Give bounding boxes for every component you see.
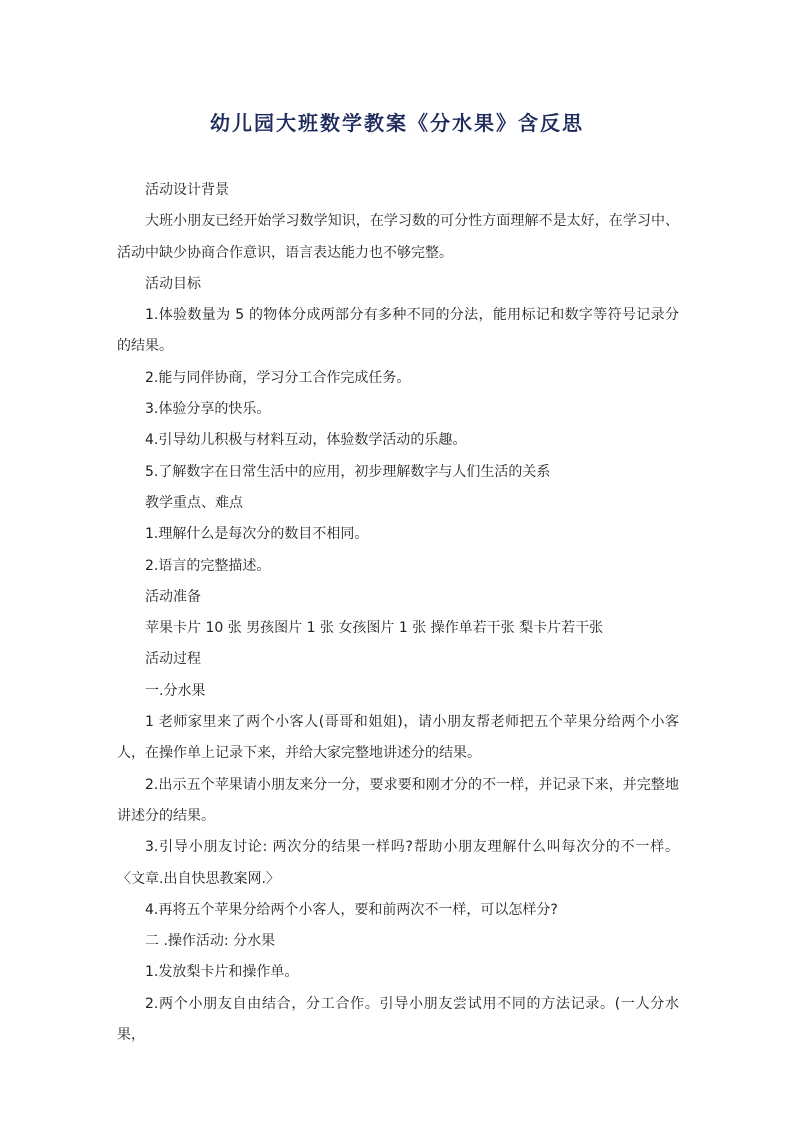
list-item: 1 老师家里来了两个小客人(哥哥和姐姐)，请小朋友帮老师把五个苹果分给两个小客人，在操作单上记录下来，并给大家完整地讲述分的结果。 <box>117 714 679 762</box>
list-item: 4.引导幼儿积极与材料互动，体验数学活动的乐趣。 <box>145 432 467 449</box>
section-heading: 活动准备 <box>145 588 201 605</box>
list-item: 2.语言的完整描述。 <box>145 557 271 574</box>
paragraph: 大班小朋友已经开始学习数学知识，在学习数的可分性方面理解不是太好，在学习中、活动中缺少协商合作意识，语言表达能力也不够完整。 <box>117 213 679 261</box>
list-item: 3.引导小朋友讨论: 两次分的结果一样吗?帮助小朋友理解什么叫每次分的不一样。 〈文章.出自快思教案网.〉 <box>117 839 679 887</box>
list-item: 3.体验分享的快乐。 <box>145 401 271 418</box>
list-item: 1.理解什么是每次分的数目不相同。 <box>145 526 369 543</box>
subsection-heading: 一.分水果 <box>145 682 206 699</box>
document-body <box>117 175 679 1051</box>
list-item: 2.出示五个苹果请小朋友来分一分，要求要和刚才分的不一样，并记录下来，并完整地讲述分的结果。 <box>117 776 679 824</box>
list-item: 1.发放梨卡片和操作单。 <box>145 964 299 981</box>
list-item: 5.了解数字在日常生活中的应用，初步理解数字与人们生活的关系 <box>145 463 551 480</box>
section-heading: 教学重点、难点 <box>145 494 243 511</box>
document-title: 幼儿园大班数学教案《分水果》含反思 <box>210 111 584 135</box>
list-item: 2.能与同伴协商，学习分工合作完成任务。 <box>145 369 411 386</box>
list-item: 2.两个小朋友自由结合，分工合作。引导小朋友尝试用不同的方法记录。(一人分水果， <box>117 995 679 1044</box>
section-heading: 活动设计背景 <box>145 182 229 198</box>
list-item: 4.再将五个苹果分给两个小客人，要和前两次不一样，可以怎样分? <box>145 901 558 918</box>
list-item: 1.体验数量为 5 的物体分成两部分有多种不同的分法，能用标记和数字等符号记录分的结果。 <box>117 307 679 355</box>
section-heading: 活动过程 <box>145 651 201 668</box>
subsection-heading: 二 .操作活动: 分水果 <box>145 933 276 950</box>
section-heading: 活动目标 <box>145 275 201 292</box>
paragraph: 苹果卡片 10 张 男孩图片 1 张 女孩图片 1 张 操作单若干张 梨卡片若干张 <box>145 620 604 637</box>
